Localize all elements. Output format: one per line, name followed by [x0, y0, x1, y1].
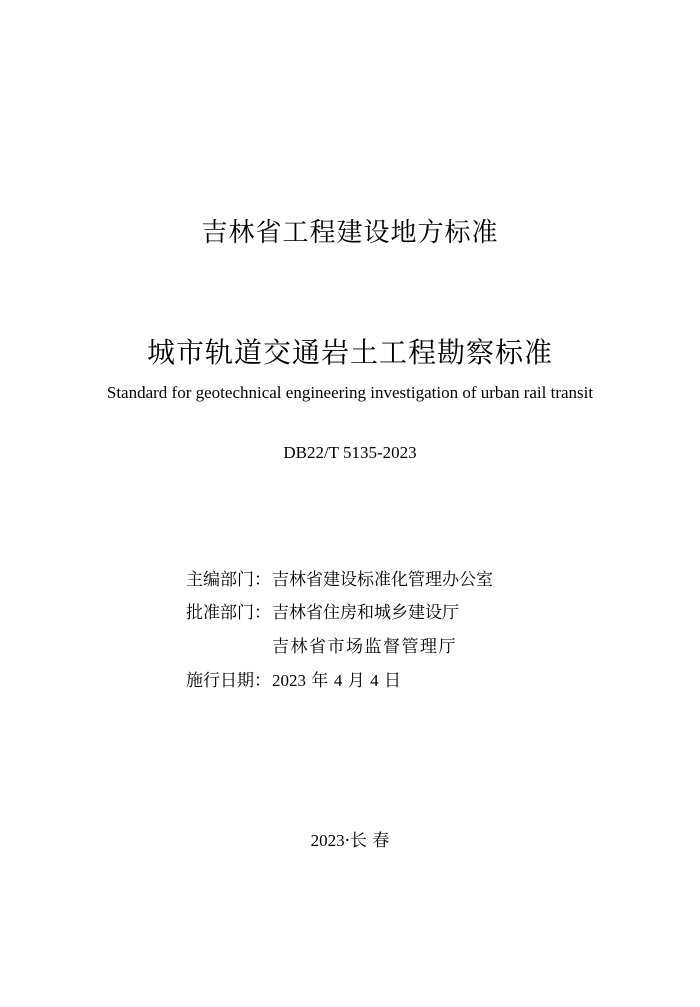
editor-row — [186, 565, 493, 590]
standard-code: DB22/T 5135-2023 — [283, 443, 417, 462]
effective-date-label: 施行日期： — [186, 671, 271, 691]
month-unit: 月 — [342, 671, 371, 691]
approver-row — [186, 598, 459, 623]
effective-year: 2023 — [272, 671, 306, 690]
effective-date-value — [272, 666, 401, 691]
publication-footer — [0, 826, 700, 851]
standard-category-header: 吉林省工程建设地方标准 — [201, 218, 499, 248]
effective-day: 4 — [370, 671, 379, 690]
approver-value-2: 吉林省市场监督管理厅 — [272, 637, 457, 657]
editor-label: 主编部门： — [186, 570, 271, 590]
effective-date-row — [186, 666, 401, 691]
approver-label: 批准部门： — [186, 603, 271, 623]
approver-row-2 — [186, 632, 457, 657]
footer-place: ·长 春 — [344, 831, 390, 851]
footer-year: 2023 — [310, 831, 345, 850]
year-unit: 年 — [306, 671, 334, 691]
document-title-english: Standard for geotechnical engineering investigation of urban rail transit — [106, 383, 594, 402]
editor-value: 吉林省建设标准化管理办公室 — [272, 570, 493, 590]
day-unit: 日 — [378, 671, 402, 691]
document-title: 城市轨道交通岩土工程勘察标准 — [146, 336, 553, 369]
effective-month: 4 — [333, 671, 343, 690]
approver-value-1: 吉林省住房和城乡建设厅 — [272, 603, 459, 623]
